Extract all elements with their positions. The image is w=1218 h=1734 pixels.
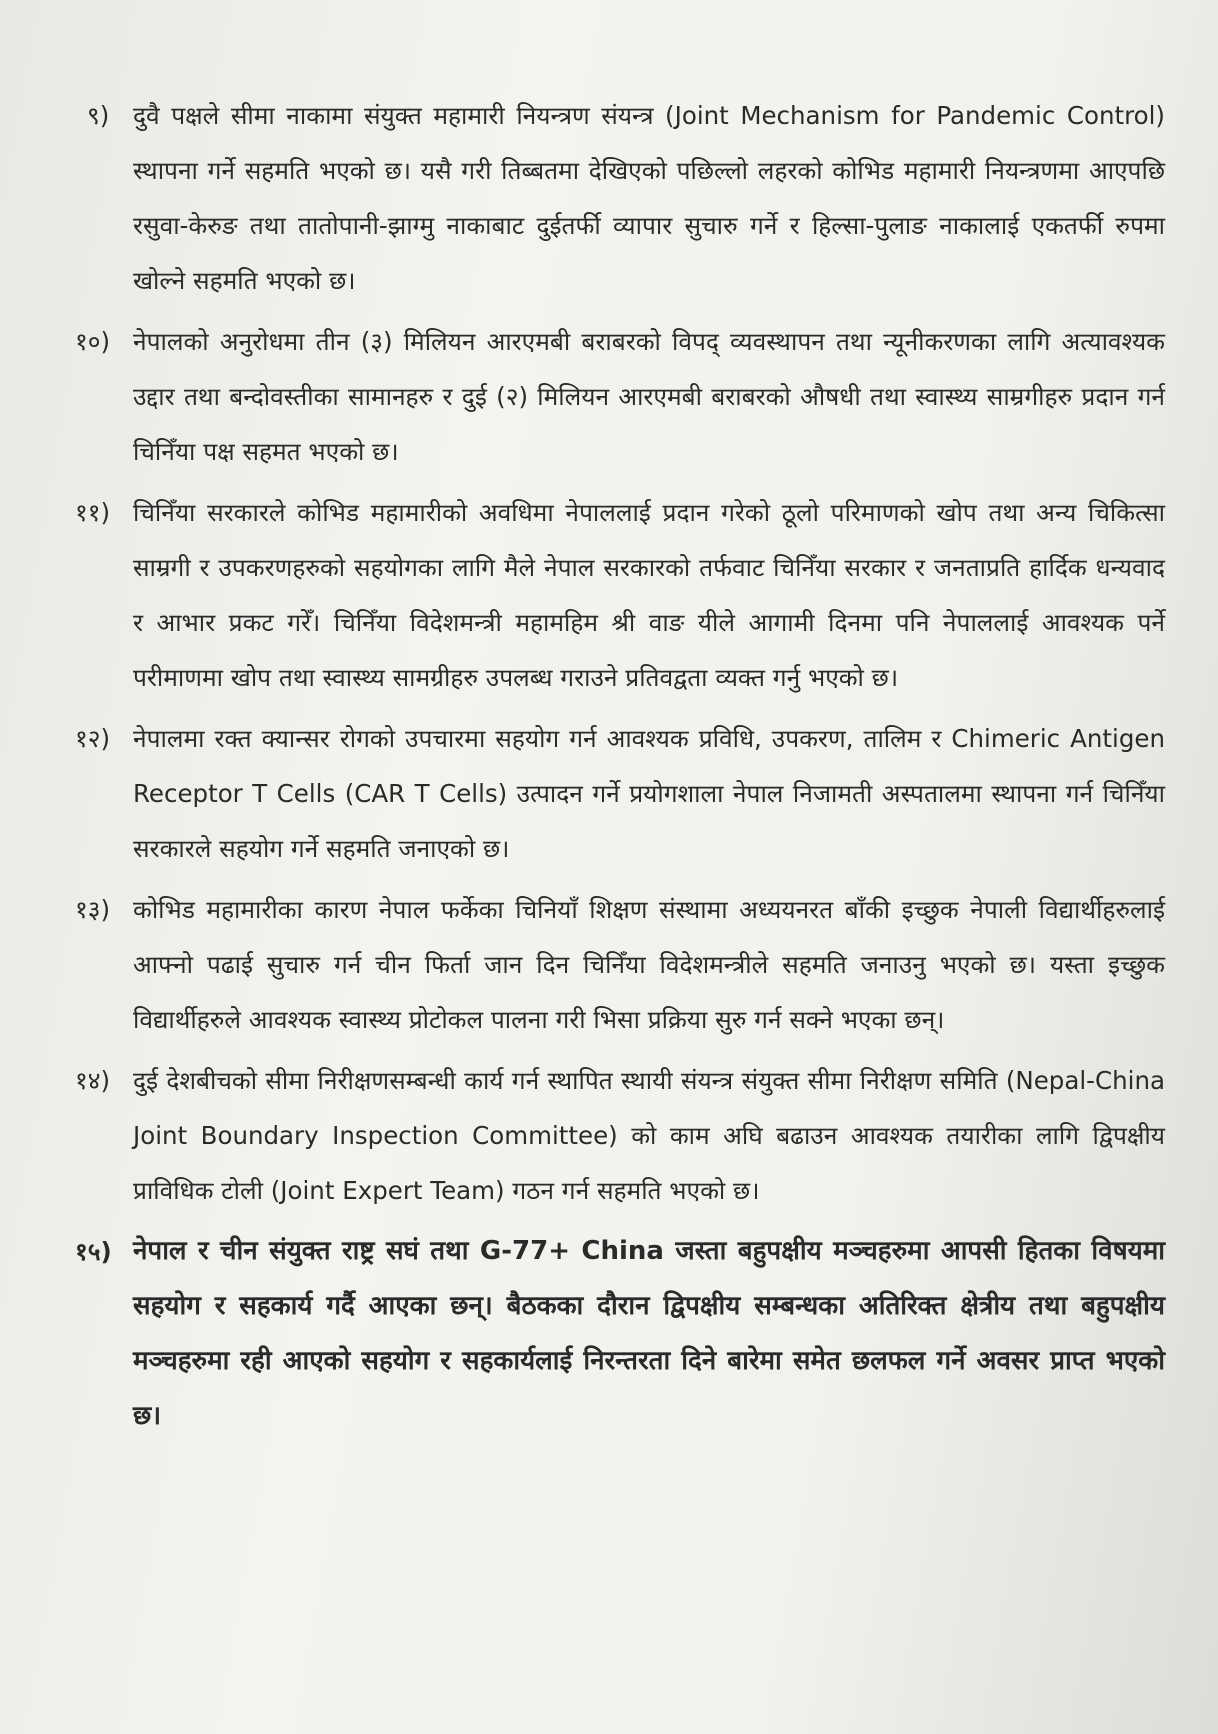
item-text: दुवै पक्षले सीमा नाकामा संयुक्त महामारी नियन्त्रण संयन्त्र (Joint Mechanism for Pandemic Control) स्थापना गर्ने सहमति भएको छ। यसै गरी तिब्बतमा देखिएको पछिल्लो लहरको कोभिड महामारी नियन्त्रणमा आएपछि रसुवा-केरुङ तथा तातोपानी-झाग्मु नाकाबाट दुईतर्फी व्यापार सुचारु गर्ने र हिल्सा-पुलाङ नाकालाई एकतर्फी रुपमा खोल्ने सहमति भएको छ। — [133, 101, 1165, 295]
list-item-12 — [75, 711, 1165, 876]
item-text: नेपाल र चीन संयुक्त राष्ट्र सघं तथा G-77+ China जस्ता बहुपक्षीय मञ्चहरुमा आपसी हितका विषयमा सहयोग र सहकार्य गर्दै आएका छन्। बैठकका दौरान द्विपक्षीय सम्बन्धका अतिरिक्त क्षेत्रीय तथा बहुपक्षीय मञ्चहरुमा रही आएको सहयोग र सहकार्यलाई निरन्तरता दिने बारेमा समेत छलफल गर्ने अवसर प्राप्त भएको छ। — [133, 1236, 1165, 1431]
list-item-9 — [75, 88, 1165, 308]
list-item-10 — [75, 314, 1165, 479]
item-number: १४) — [75, 1066, 111, 1095]
item-number: १०) — [75, 327, 111, 356]
item-number: १५) — [75, 1237, 112, 1266]
numbered-list — [75, 88, 1165, 1450]
item-text: चिनिँया सरकारले कोभिड महामारीको अवधिमा नेपाललाई प्रदान गरेको ठूलो परिमाणको खोप तथा अन्य चिकित्सा साम्रगी र उपकरणहरुको सहयोगका लागि मैले नेपाल सरकारको तर्फवाट चिनिँया सरकार र जनताप्रति हार्दिक धन्यवाद र आभार प्रकट गरेँ। चिनिँया विदेशमन्त्री महामहिम श्री वाङ यीले आगामी दिनमा पनि नेपाललाई आवश्यक पर्ने परीमाणमा खोप तथा स्वास्थ्य सामग्रीहरु उपलब्ध गराउने प्रतिवद्वता व्यक्त गर्नु भएको छ। — [133, 498, 1165, 692]
item-text: नेपालको अनुरोधमा तीन (३) मिलियन आरएमबी बराबरको विपद् व्यवस्थापन तथा न्यूनीकरणका लागि अत्यावश्यक उद्दार तथा बन्दोवस्तीका सामानहरु र दुई (२) मिलियन आरएमबी बराबरको औषधी तथा स्वास्थ्य साम्रगीहरु प्रदान गर्न चिनिँया पक्ष सहमत भएको छ। — [133, 327, 1165, 466]
item-number: १३) — [75, 895, 111, 924]
item-text: कोभिड महामारीका कारण नेपाल फर्केका चिनियाँ शिक्षण संस्थामा अध्ययनरत बाँकी इच्छुक नेपाली विद्यार्थीहरुलाई आफ्नो पढाई सुचारु गर्न चीन फिर्ता जान दिन चिनिँया विदेशमन्त्रीले सहमति जनाउनु भएको छ। यस्ता इच्छुक विद्यार्थीहरुले आवश्यक स्वास्थ्य प्रोटोकल पालना गरी भिसा प्रक्रिया सुरु गर्न सक्ने भएका छन्। — [133, 895, 1165, 1034]
item-number: ९) — [87, 101, 110, 130]
list-item-15 — [75, 1224, 1165, 1444]
list-item-11 — [75, 485, 1165, 705]
list-item-13 — [75, 882, 1165, 1047]
item-text: नेपालमा रक्त क्यान्सर रोगको उपचारमा सहयोग गर्न आवश्यक प्रविधि, उपकरण, तालिम र Chimeric Antigen Receptor T Cells (CAR T Cells) उत्पादन गर्ने प्रयोगशाला नेपाल निजामती अस्पतालमा स्थापना गर्न चिनिँया सरकारले सहयोग गर्ने सहमति जनाएको छ। — [133, 724, 1165, 863]
item-text: दुई देशबीचको सीमा निरीक्षणसम्बन्धी कार्य गर्न स्थापित स्थायी संयन्त्र संयुक्त सीमा निरीक्षण समिति (Nepal-China Joint Boundary Inspection Committee) को काम अघि बढाउन आवश्यक तयारीका लागि द्विपक्षीय प्राविधिक टोली (Joint Expert Team) गठन गर्न सहमति भएको छ। — [133, 1066, 1165, 1205]
list-item-14 — [75, 1053, 1165, 1218]
item-number: १२) — [75, 724, 111, 753]
item-number: ११) — [75, 498, 111, 527]
